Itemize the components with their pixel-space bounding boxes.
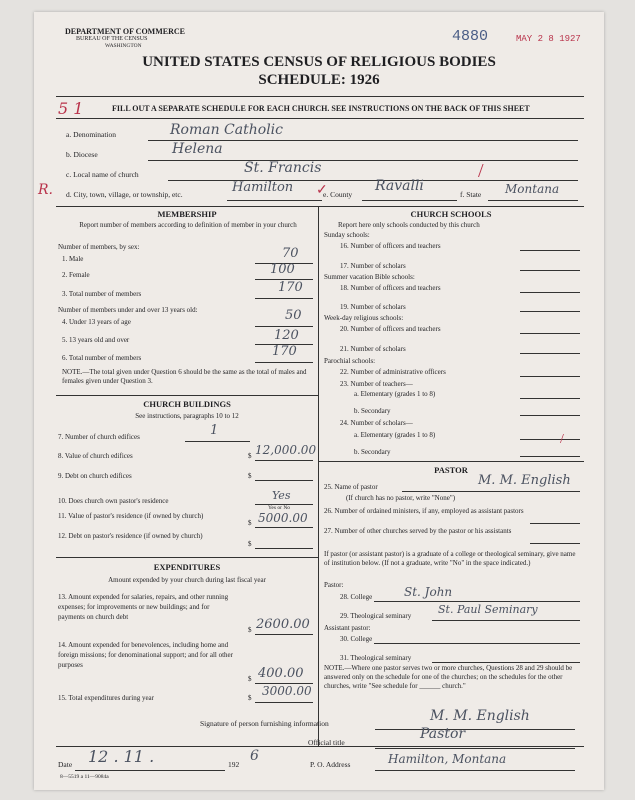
membership-intro: Report number of members according to definition of member in your church [79, 221, 297, 229]
q23b-label: b. Secondary [354, 407, 391, 415]
q19-label: 19. Number of scholars [340, 303, 406, 311]
pastor-note: NOTE.—Where one pastor serves two or more churches, Questions 28 and 29 should be answered only on the schedule for one of the churches; on the schedules for the other churches, write "See schedule for ______ church." [324, 664, 573, 690]
q15-currency: $ [248, 694, 252, 702]
q17-label: 17. Number of scholars [340, 262, 406, 270]
expenditures-title: EXPENDITURES [153, 562, 221, 572]
membership-title: MEMBERSHIP [157, 209, 217, 219]
q5-label: 5. 13 years old and over [62, 336, 130, 344]
q25-note: (If church has no pastor, write "None") [346, 494, 456, 502]
parochial-schools: Parochial schools: [324, 357, 376, 365]
q11-value: 5000.00 [258, 511, 308, 525]
buildings-title: CHURCH BUILDINGS [143, 399, 231, 409]
q29-value: St. Paul Seminary [438, 603, 538, 616]
q16-label: 16. Number of officers and teachers [340, 242, 441, 250]
q13-value: 2600.00 [256, 617, 310, 632]
members-by-sex: Number of members, by sex: [58, 243, 140, 251]
q3-label: 3. Total number of members [62, 290, 142, 298]
q24-label: 24. Number of scholars— [340, 419, 413, 427]
yes-no-hint: Yes or No [268, 505, 291, 511]
county-label: e. County [323, 190, 353, 199]
q4-label: 4. Under 13 years of age [62, 318, 131, 326]
diocese-label: b. Diocese [66, 150, 98, 159]
year-prefix: 192 [228, 760, 240, 769]
pastor-label: Pastor: [324, 581, 344, 589]
city-value: Hamilton [232, 180, 294, 195]
schools-intro: Report here only schools conducted by this church [338, 221, 480, 229]
summer-schools: Summer vacation Bible schools: [324, 273, 415, 281]
q8-label: 8. Value of church edifices [58, 452, 133, 460]
form-subtitle: SCHEDULE: 1926 [258, 72, 380, 88]
q22-label: 22. Number of administrative officers [340, 368, 446, 376]
q23-label: 23. Number of teachers— [340, 380, 413, 388]
denomination-value: Roman Catholic [170, 122, 283, 138]
dept-name: DEPARTMENT OF COMMERCE [65, 27, 186, 36]
po-address-value: Hamilton, Montana [388, 752, 507, 766]
q28-value: St. John [404, 585, 453, 599]
q8-value: 12,000.00 [255, 443, 317, 457]
q11-label: 11. Value of pastor's residence (if owned by church) [58, 512, 204, 520]
schools-title: CHURCH SCHOOLS [410, 209, 492, 219]
q4-value: 50 [285, 308, 302, 323]
date-value: 12 . 11 . [88, 747, 155, 766]
signature-value: M. M. English [430, 708, 530, 724]
city-label: d. City, town, village, or township, etc. [66, 190, 183, 199]
form-code: 8—5519 a 11—9084a [60, 774, 109, 780]
q11-currency: $ [248, 519, 252, 527]
sunday-schools: Sunday schools: [324, 231, 370, 239]
q15-value: 3000.00 [262, 684, 312, 698]
pastor-title: PASTOR [434, 465, 468, 475]
instruction-line: FILL OUT A SEPARATE SCHEDULE FOR EACH CHURCH. SEE INSTRUCTIONS ON THE BACK OF THIS SHEET [112, 104, 530, 113]
diocese-value: Helena [172, 141, 223, 157]
q12-currency: $ [248, 540, 252, 548]
membership-note: NOTE.—The total given under Question 6 should be the same as the total of males and females given under Question 3. [62, 368, 307, 385]
q15-label: 15. Total expenditures during year [58, 694, 154, 702]
q6-value: 170 [272, 344, 297, 359]
q10-label: 10. Does church own pastor's residence [58, 497, 169, 505]
q7-label: 7. Number of church edifices [58, 433, 140, 441]
q25-value: M. M. English [478, 473, 571, 488]
q14-label: 14. Amount expended for benevolences, including home and foreign missions; for denominational support; and for all other purposes [58, 641, 233, 669]
po-address-label: P. O. Address [310, 760, 351, 769]
q1-label: 1. Male [62, 255, 84, 263]
official-title-label: Official title [308, 738, 345, 747]
assistant-label: Assistant pastor: [324, 624, 371, 632]
margin-number: 5 1 [58, 99, 84, 118]
q13-label: 13. Amount expended for salaries, repairs, and other running expenses; for improvements or new buildings; and for payments on church debt [58, 593, 229, 621]
q20-label: 20. Number of officers and teachers [340, 325, 441, 333]
q2-label: 2. Female [62, 271, 90, 279]
stamp-date: MAY 2 8 1927 [516, 34, 581, 44]
county-value: Ravalli [375, 178, 424, 194]
expenditures-intro: Amount expended by your church during last fiscal year [108, 576, 266, 584]
q27-label: 27. Number of other churches served by the pastor or his assistants [324, 527, 512, 535]
q6-label: 6. Total number of members [62, 354, 142, 362]
check-mark-city: ✓ [316, 183, 328, 198]
state-label: f. State [460, 190, 482, 199]
denomination-label: a. Denomination [66, 130, 116, 139]
schools-check: / [560, 432, 564, 447]
signature-label: Signature of person furnishing information [200, 719, 329, 728]
q7-value: 1 [210, 423, 219, 438]
official-title-value: Pastor [420, 726, 466, 742]
church-name-value: St. Francis [244, 160, 322, 176]
q1-value: 70 [282, 246, 299, 261]
bureau-name: BUREAU OF THE CENSUS [76, 36, 148, 42]
buildings-intro: See instructions, paragraphs 10 to 12 [135, 412, 239, 420]
weekday-schools: Week-day religious schools: [324, 314, 404, 322]
form-title: UNITED STATES CENSUS OF RELIGIOUS BODIES [142, 54, 496, 70]
date-label: Date [58, 760, 73, 769]
q5-value: 120 [274, 328, 299, 343]
q9-label: 9. Debt on church edifices [58, 472, 132, 480]
age-intro: Number of members under and over 13 years old: [58, 306, 198, 314]
q21-label: 21. Number of scholars [340, 345, 406, 353]
q8-currency: $ [248, 452, 252, 460]
q24b-label: b. Secondary [354, 448, 391, 456]
q13-currency: $ [248, 626, 252, 634]
year-value: 6 [250, 748, 259, 764]
q29-label: 29. Theological seminary [340, 612, 412, 620]
q14-currency: $ [248, 675, 252, 683]
q26-label: 26. Number of ordained ministers, if any, employed as assistant pastors [324, 507, 524, 515]
q18-label: 18. Number of officers and teachers [340, 284, 441, 292]
q30-label: 30. College [340, 635, 373, 643]
church-name-label: c. Local name of church [66, 170, 139, 179]
city-name: WASHINGTON [105, 43, 142, 49]
q25-label: 25. Name of pastor [324, 483, 378, 491]
q24a-label: a. Elementary (grades 1 to 8) [354, 431, 436, 439]
check-mark: / [478, 160, 484, 182]
q9-currency: $ [248, 472, 252, 480]
q14-value: 400.00 [258, 666, 304, 681]
q2-value: 100 [270, 262, 295, 277]
margin-mark: R. [38, 182, 53, 198]
q12-label: 12. Debt on pastor's residence (if owned by church) [58, 532, 203, 540]
q23a-label: a. Elementary (grades 1 to 8) [354, 390, 436, 398]
graduate-note: If pastor (or assistant pastor) is a graduate of a college or theological seminary, give name of institution below. (If not a graduate, write "No" in the space indicated.) [324, 550, 576, 567]
q10-value: Yes [272, 489, 291, 502]
q3-value: 170 [278, 280, 303, 295]
state-value: Montana [505, 182, 560, 196]
q28-label: 28. College [340, 593, 373, 601]
stamp-number: 4880 [452, 28, 489, 45]
q31-label: 31. Theological seminary [340, 654, 412, 662]
